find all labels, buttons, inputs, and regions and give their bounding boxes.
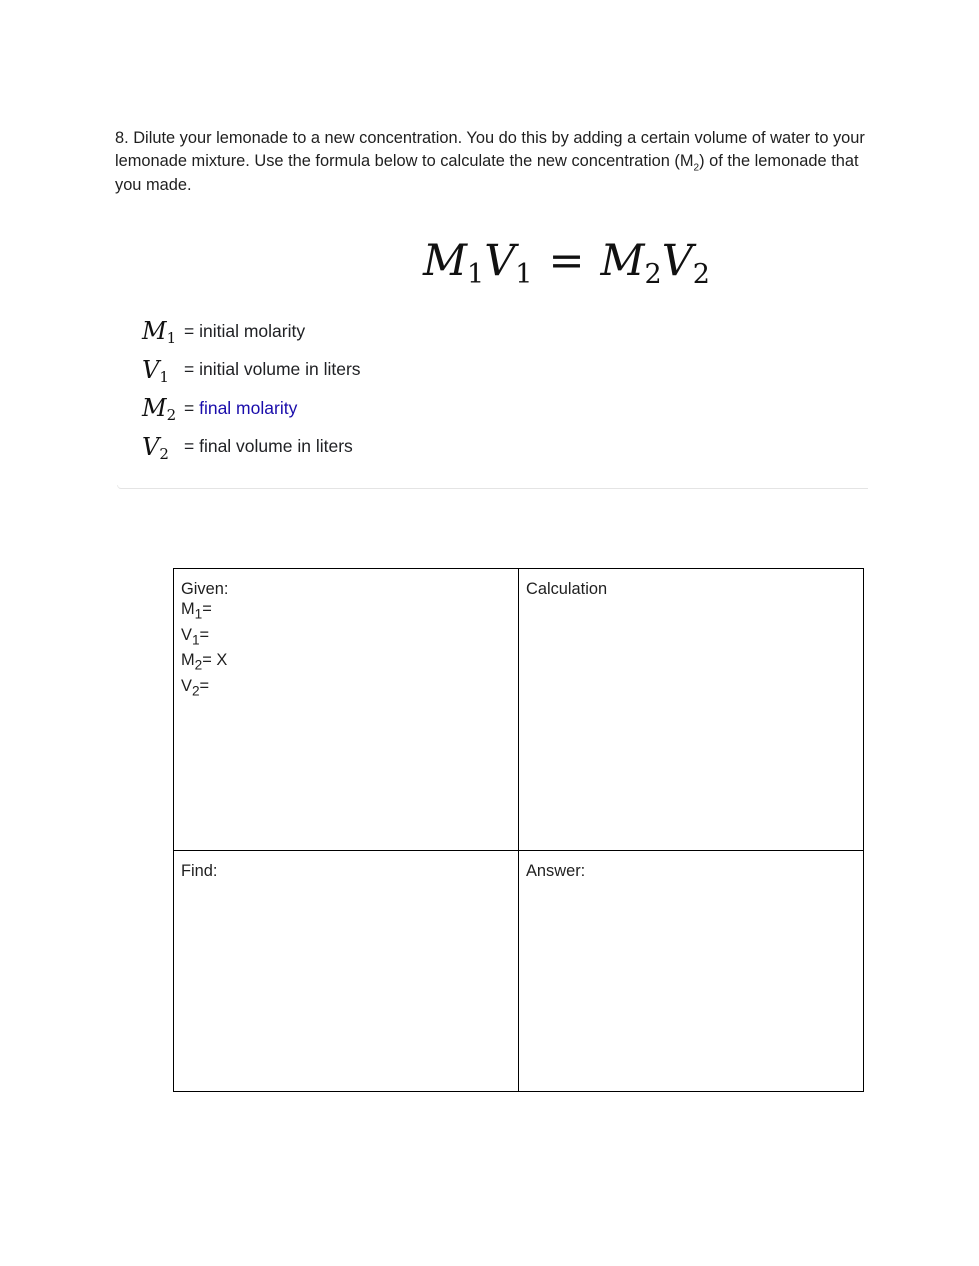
given-title: Given:	[181, 580, 229, 598]
find-title: Find:	[181, 862, 218, 880]
given-m2: $M_2= X$	[181, 651, 228, 673]
formula-equals: =	[548, 236, 585, 286]
given-m1: $M_1=$	[181, 600, 212, 622]
variable-legend	[142, 312, 361, 466]
worksheet-table	[173, 568, 864, 1092]
given-v2: $V_2=$	[181, 677, 210, 699]
legend-symbol-m1: $M_1$	[142, 317, 177, 348]
legend-definition-m2-link[interactable]: = final molarity	[184, 397, 298, 418]
formula-v2: $V_2$	[661, 236, 710, 290]
legend-row-m2	[142, 389, 361, 428]
find-cell[interactable]	[174, 851, 519, 1092]
legend-row-m1	[142, 312, 361, 351]
answer-cell[interactable]	[519, 851, 864, 1092]
worksheet-row-bottom	[174, 851, 864, 1092]
question-text	[115, 127, 875, 197]
formula-v1: $V_1$	[484, 236, 533, 290]
formula-m2: $M_2$	[600, 236, 662, 290]
legend-symbol-m2: $M_2$	[142, 394, 177, 425]
legend-row-v1	[142, 351, 361, 390]
legend-row-v2	[142, 428, 361, 467]
answer-title: Answer:	[526, 862, 586, 880]
question-text-part-2: ) of the lemonade that you made.	[115, 152, 859, 194]
section-divider	[117, 485, 868, 489]
question-subscript: 2	[693, 162, 700, 174]
legend-symbol-v1: $V_1$	[142, 355, 169, 386]
legend-definition-v1: = initial volume in liters	[184, 359, 361, 380]
calculation-title: Calculation	[526, 580, 608, 598]
legend-symbol-v2: $V_2$	[142, 432, 169, 463]
formula-m1: $M_1$	[423, 236, 485, 290]
dilution-formula	[423, 236, 710, 290]
given-cell[interactable]	[174, 569, 519, 851]
given-v1: $V_1=$	[181, 625, 210, 648]
worksheet-row-top	[174, 569, 864, 851]
legend-definition-v2: = final volume in liters	[184, 436, 353, 457]
calculation-cell[interactable]	[519, 569, 864, 851]
legend-definition-m1: = initial molarity	[184, 320, 306, 341]
question-text-part-1: 8. Dilute your lemonade to a new concentration. You do this by adding a certain volume of water to your lemonade mixture. Use the formula below to calculate the new concentration (M	[115, 129, 865, 171]
